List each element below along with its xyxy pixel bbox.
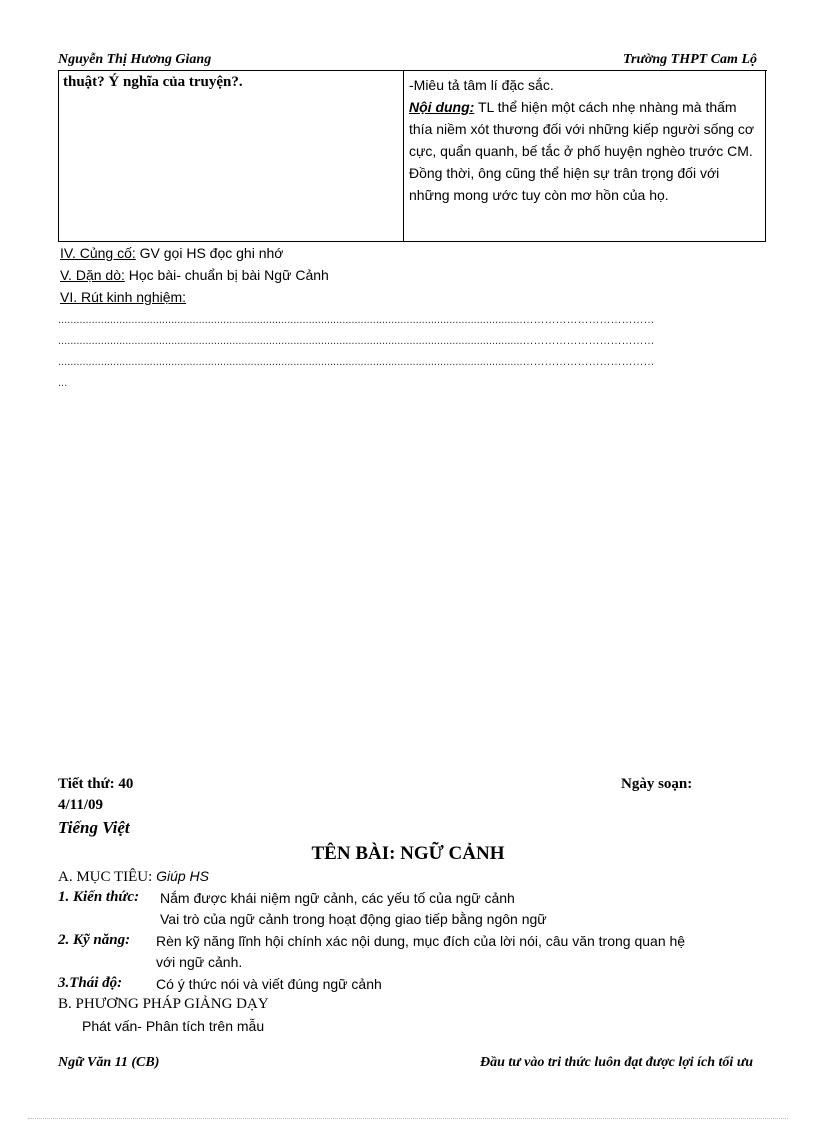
- table-left-cell: thuật? Ý nghĩa của truyện?.: [63, 74, 243, 90]
- homework-label: V. Dặn dò:: [60, 267, 125, 283]
- objectives-text: Giúp HS: [156, 868, 209, 884]
- attitude-text: Có ý thức nói và viết đúng ngữ cảnh: [156, 976, 382, 992]
- consolidate-label: IV. Củng cố:: [60, 245, 136, 261]
- skills-line-1: Rèn kỹ năng lĩnh hội chính xác nội dung, mục đích của lời nói, câu văn trong quan hệ: [156, 933, 686, 949]
- notes-dots-2: ........................................................................................................................................................………………………………: [58, 335, 655, 347]
- table-right-cell: [409, 74, 759, 206]
- lesson-title: TÊN BÀI: NGỮ CẢNH: [311, 843, 505, 864]
- method-text: Phát vấn- Phân tích trên mẫu: [82, 1018, 265, 1034]
- skills-line-2: với ngữ cảnh.: [156, 954, 243, 970]
- subject-title: Tiếng Việt: [58, 818, 130, 837]
- knowledge-line-1: Nắm được khái niệm ngữ cảnh, các yếu tố của ngữ cảnh: [160, 890, 515, 906]
- skills-label: 2. Kỹ năng:: [58, 932, 131, 948]
- table-divider: [403, 71, 404, 242]
- knowledge-line-2: Vai trò của ngữ cảnh trong hoạt động giao tiếp bằng ngôn ngữ: [160, 911, 547, 927]
- experience-line: [60, 289, 186, 305]
- consolidate-line: [60, 245, 283, 261]
- attitude-label: 3.Thái độ:: [58, 975, 123, 991]
- notes-dots-3: ........................................................................................................................................................………………………………: [58, 356, 655, 368]
- lesson-date: 4/11/09: [58, 797, 104, 813]
- method-label: B. PHƯƠNG PHÁP GIẢNG DẠY: [58, 996, 269, 1012]
- header-school: Trường THPT Cam Lộ: [623, 52, 757, 67]
- content-text: TL thể hiện một cách nhẹ nhàng mà thấm thía niềm xót thương đối với những kiếp người sống cơ cực, quẩn quanh, bế tắc ở phố huyện nghèo trước CM. Đồng thời, ông cũng thể hiện sự trân trọng đối với những mong ước tuy còn mơ hồn của họ.: [409, 99, 755, 203]
- right-cell-body: [409, 96, 759, 206]
- objectives-line: [58, 868, 209, 886]
- notes-dots-1: ........................................................................................................................................................………………………………: [58, 314, 655, 326]
- right-cell-line1: -Miêu tả tâm lí đặc sắc.: [409, 77, 554, 93]
- experience-label: VI. Rút kinh nghiệm:: [60, 289, 187, 305]
- prep-date-label: Ngày soạn:: [621, 776, 693, 792]
- consolidate-text: GV gọi HS đọc ghi nhớ: [135, 245, 284, 261]
- footer-book: Ngữ Văn 11 (CB): [58, 1055, 160, 1070]
- homework-line: [60, 267, 329, 283]
- period-number: Tiết thứ: 40: [58, 776, 134, 792]
- content-label: Nội dung:: [409, 99, 475, 115]
- objectives-label: A. MỤC TIÊU:: [58, 869, 153, 885]
- homework-text: Học bài- chuẩn bị bài Ngữ Cảnh: [124, 267, 329, 283]
- knowledge-label: 1. Kiến thức:: [58, 889, 140, 905]
- header-author: Nguyễn Thị Hương Giang: [58, 52, 212, 67]
- page-bottom-rule: [28, 1118, 788, 1119]
- notes-dots-4: ...: [58, 377, 68, 389]
- footer-motto: Đầu tư vào tri thức luôn đạt được lợi ích tối ưu: [480, 1055, 753, 1070]
